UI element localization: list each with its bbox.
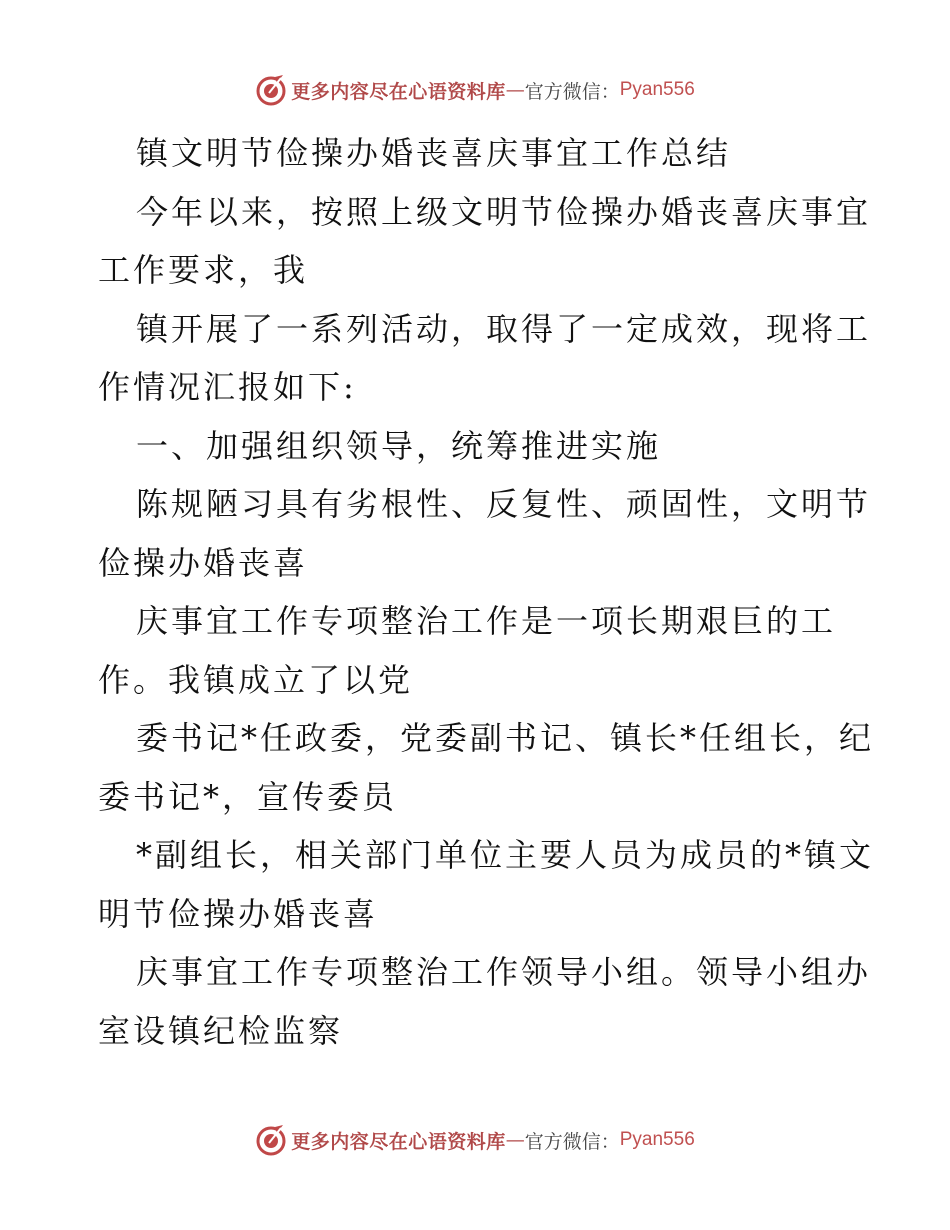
- banner-brand-text: 更多内容尽在心语资料库: [291, 80, 506, 103]
- document-line: 室设镇纪检监察: [98, 1011, 344, 1050]
- banner-wechat-label: 官方微信：: [524, 80, 620, 103]
- document-line: 作。我镇成立了以党: [98, 660, 414, 699]
- document-line: *副组长，相关部门单位主要人员为成员的*镇文: [136, 836, 875, 874]
- banner-dash: —: [505, 79, 525, 101]
- document-line: 一、加强组织领导，统筹推进实施: [136, 426, 662, 465]
- banner-wechat-label: 官方微信：: [524, 1130, 620, 1153]
- document-body: [98, 124, 875, 1060]
- document-line: 委书记*，宣传委员: [98, 777, 398, 816]
- banner-brand-text: 更多内容尽在心语资料库: [291, 1130, 506, 1153]
- document-line: 陈规陋习具有劣根性、反复性、顽固性，文明节: [136, 485, 872, 523]
- document-line: 工作要求，我: [98, 251, 309, 289]
- document-line: 镇文明节俭操办婚丧喜庆事宜工作总结: [136, 134, 732, 172]
- document-line: 庆事宜工作专项整治工作领导小组。领导小组办: [136, 953, 872, 991]
- quill-logo-icon: [255, 74, 287, 106]
- quill-logo-icon: [255, 1124, 287, 1156]
- banner-wechat-id: Pyan556: [619, 79, 695, 100]
- document-line: 俭操办婚丧喜: [98, 543, 309, 582]
- document-line: 今年以来，按照上级文明节俭操办婚丧喜庆事宜: [136, 192, 872, 231]
- footer-banner: [0, 1123, 950, 1157]
- banner-wechat-id: Pyan556: [619, 1129, 695, 1150]
- header-banner: [0, 73, 950, 107]
- document-line: 委书记*任政委，党委副书记、镇长*任组长，纪: [136, 719, 875, 757]
- document-line: 明节俭操办婚丧喜: [98, 894, 379, 933]
- document-line: 镇开展了一系列活动，取得了一定成效，现将工: [136, 309, 872, 348]
- banner-dash: —: [505, 1129, 525, 1151]
- document-line: 作情况汇报如下:: [98, 368, 357, 406]
- document-line: 庆事宜工作专项整治工作是一项长期艰巨的工: [136, 602, 837, 640]
